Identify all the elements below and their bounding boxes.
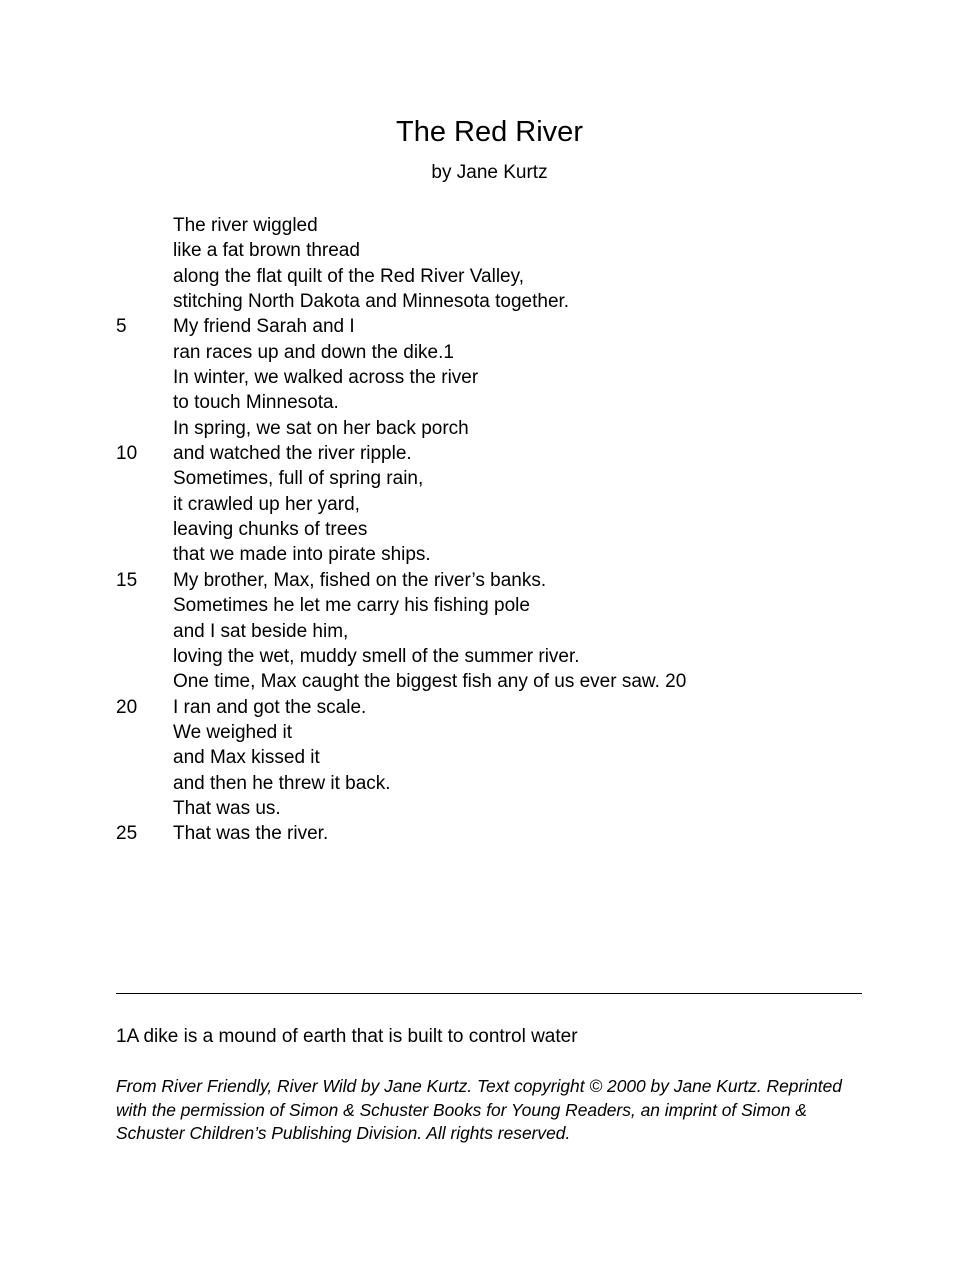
line-text: and Max kissed it xyxy=(173,747,320,769)
poem-line-13 xyxy=(116,517,876,542)
line-number xyxy=(116,213,173,238)
footnote-divider xyxy=(116,993,862,994)
poem-line-15 xyxy=(116,568,876,593)
copyright-credit xyxy=(116,1075,876,1146)
line-text: I ran and got the scale. xyxy=(173,696,367,718)
line-number xyxy=(116,644,173,669)
line-number xyxy=(116,517,173,542)
poem-line-11 xyxy=(116,466,876,491)
line-text: like a fat brown thread xyxy=(173,240,360,262)
poem-line-14 xyxy=(116,542,876,567)
poem-line-1 xyxy=(116,213,876,238)
poem-line-12 xyxy=(116,492,876,517)
author-byline: by Jane Kurtz xyxy=(431,162,548,183)
poem-title: The Red River xyxy=(396,116,583,148)
poem-line-2 xyxy=(116,238,876,263)
poem-line-10 xyxy=(116,441,876,466)
line-text: The river wiggled xyxy=(173,215,318,236)
line-number xyxy=(116,238,173,263)
line-number xyxy=(116,720,173,745)
poem-line-16 xyxy=(116,593,876,618)
line-number xyxy=(116,669,173,694)
line-number xyxy=(116,390,173,415)
line-number xyxy=(116,289,173,314)
poem-line-4 xyxy=(116,289,876,314)
poem-line-23 xyxy=(116,771,876,796)
line-text: it crawled up her yard, xyxy=(173,493,360,515)
line-number: 25 xyxy=(116,823,138,845)
poem-line-24 xyxy=(116,796,876,821)
poem-line-20 xyxy=(116,695,876,720)
poem-body xyxy=(116,213,876,847)
line-number xyxy=(116,416,173,441)
line-text: leaving chunks of trees xyxy=(173,519,368,541)
line-number xyxy=(116,264,173,289)
line-text: We weighed it xyxy=(173,721,292,743)
poem-line-5 xyxy=(116,314,876,339)
line-number xyxy=(116,771,173,796)
poem-line-22 xyxy=(116,745,876,770)
line-text: and watched the river ripple. xyxy=(173,443,412,465)
line-number xyxy=(116,796,173,821)
line-number xyxy=(116,466,173,491)
line-number: 20 xyxy=(116,696,138,718)
credit-line-1: From River Friendly, River Wild by Jane Kurtz. Text copyright © 2000 by Jane Kurtz. Reprinted xyxy=(116,1076,842,1096)
poem-line-7 xyxy=(116,365,876,390)
line-text: One time, Max caught the biggest fish any of us ever saw. 20 xyxy=(173,671,687,693)
line-text: My friend Sarah and I xyxy=(173,316,355,338)
line-text: stitching North Dakota and Minnesota together. xyxy=(173,291,570,313)
poem-line-19 xyxy=(116,669,876,694)
line-number xyxy=(116,593,173,618)
line-number xyxy=(116,365,173,390)
line-text: and I sat beside him, xyxy=(173,620,349,642)
line-text: and then he threw it back. xyxy=(173,772,391,794)
line-number xyxy=(116,542,173,567)
line-number: 10 xyxy=(116,443,138,465)
line-number xyxy=(116,340,173,365)
poem-line-21 xyxy=(116,720,876,745)
line-text: that we made into pirate ships. xyxy=(173,544,431,566)
credit-line-3: Schuster Children’s Publishing Division. All rights reserved. xyxy=(116,1123,571,1143)
footnote: 1A dike is a mound of earth that is built to control water xyxy=(116,1026,578,1047)
line-number: 5 xyxy=(116,316,127,338)
line-number xyxy=(116,492,173,517)
line-text: loving the wet, muddy smell of the summer river. xyxy=(173,645,580,667)
line-text: Sometimes, full of spring rain, xyxy=(173,468,424,490)
line-text: to touch Minnesota. xyxy=(173,392,339,414)
poem-line-17 xyxy=(116,619,876,644)
poem-line-6 xyxy=(116,340,876,365)
poem-line-18 xyxy=(116,644,876,669)
line-text: ran races up and down the dike.1 xyxy=(173,341,454,363)
line-number: 15 xyxy=(116,569,138,591)
line-text: That was the river. xyxy=(173,823,329,845)
line-text: In winter, we walked across the river xyxy=(173,367,479,389)
line-text: along the flat quilt of the Red River Valley, xyxy=(173,265,524,287)
poem-line-3 xyxy=(116,264,876,289)
credit-line-2: with the permission of Simon & Schuster Books for Young Readers, an imprint of Simon & xyxy=(116,1099,807,1120)
line-text: That was us. xyxy=(173,797,281,819)
line-text: In spring, we sat on her back porch xyxy=(173,417,469,439)
line-number xyxy=(116,619,173,644)
poem-line-25 xyxy=(116,821,876,846)
line-text: Sometimes he let me carry his fishing pole xyxy=(173,595,530,617)
poem-line-9 xyxy=(116,416,876,441)
line-text: My brother, Max, fished on the river’s banks. xyxy=(173,569,547,591)
line-number xyxy=(116,745,173,770)
poem-line-8 xyxy=(116,390,876,415)
